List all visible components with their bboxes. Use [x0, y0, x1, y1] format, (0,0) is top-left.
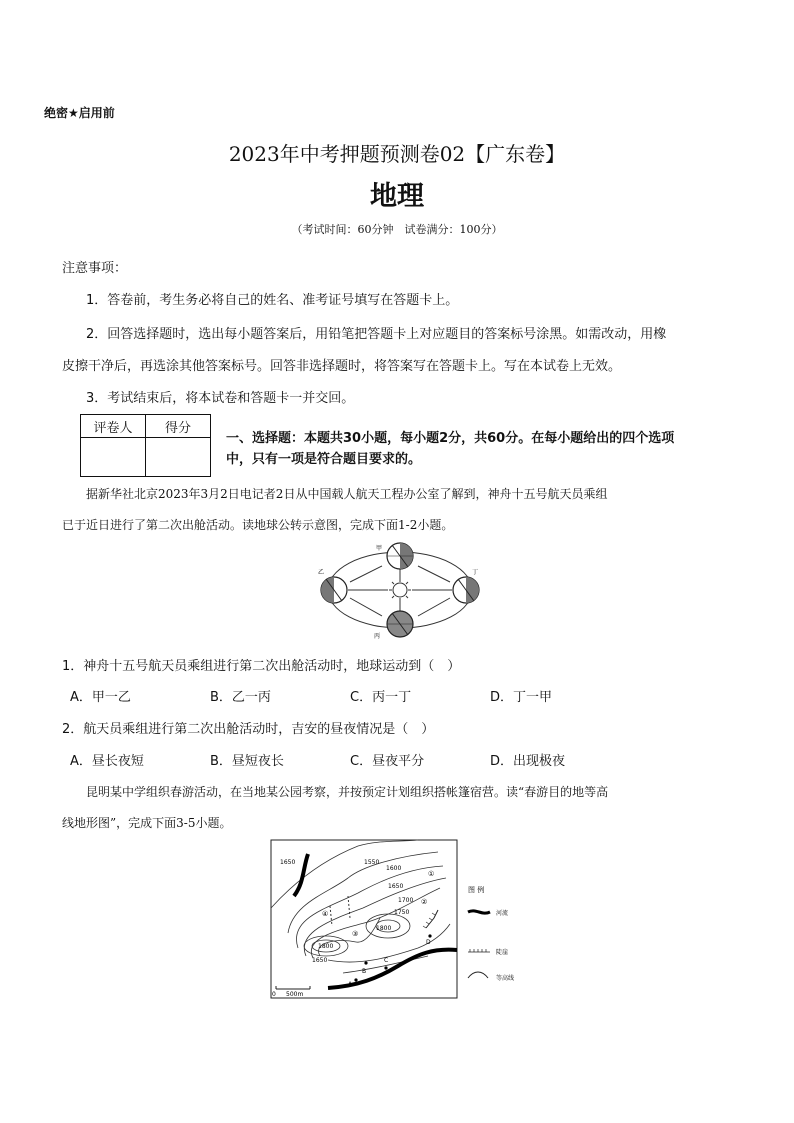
score-table-score-cell	[146, 438, 211, 477]
contour-label-4: 1650	[388, 883, 404, 890]
question-1-option-a[interactable]: A．甲一乙	[70, 690, 131, 705]
point-b-marker	[364, 961, 367, 964]
earth-right-icon	[453, 577, 479, 603]
point-a-label: A	[348, 981, 353, 988]
contour-label-7: 1800	[318, 943, 334, 950]
exam-title: 2023年中考押题预测卷02【广东卷】	[228, 142, 566, 166]
passage2-line2: 线地形图”，完成下面3-5小题。	[62, 816, 232, 830]
orbit-label-right: 丁	[472, 569, 479, 576]
contour-label-5: 1700	[398, 897, 414, 904]
contour-label-9: 1650	[312, 957, 328, 964]
section1-heading-line2: 中，只有一项是符合题目要求的。	[226, 452, 422, 467]
point-d-label: D	[426, 939, 431, 946]
notes-heading: 注意事项：	[62, 261, 128, 276]
circle-label-1: ①	[428, 870, 435, 878]
scale-zero-label: 0	[272, 991, 276, 998]
contour-label-8: 1800	[376, 925, 392, 932]
legend-river-symbol	[468, 911, 490, 913]
contour-map	[268, 838, 528, 1003]
earth-bottom-icon	[387, 611, 413, 637]
point-c-label: C	[384, 957, 389, 964]
earth-left-icon	[321, 577, 347, 603]
passage1-line1: 据新华社北京2023年3月2日电记者2日从中国载人航天工程办公室了解到，神舟十五号航天员乘组	[86, 487, 608, 501]
question-1-stem: 1．神舟十五号航天员乘组进行第二次出舱活动时，地球运动到（ ）	[62, 659, 461, 674]
passage1-line2: 已于近日进行了第二次出舱活动。读地球公转示意图，完成下面1-2小题。	[62, 518, 454, 532]
legend-cliff-label: 陡崖	[496, 949, 509, 956]
legend-title: 图 例	[468, 886, 485, 894]
note-item-2-line1: 2．回答选择题时，选出每小题答案后，用铅笔把答题卡上对应题目的答案标号涂黑。如需改动，用橡	[86, 327, 667, 342]
question-2-option-a[interactable]: A．昼长夜短	[70, 754, 144, 769]
score-table-grader-cell	[81, 438, 146, 477]
legend-river-label: 河流	[496, 910, 509, 917]
question-2-option-d[interactable]: D．出现极夜	[490, 754, 566, 769]
contour-label-2: 1550	[364, 859, 380, 866]
contour-label-3: 1600	[386, 865, 402, 872]
point-d-marker	[428, 934, 431, 937]
score-table-grader-header: 评卷人	[81, 415, 146, 438]
legend-contour-label: 等高线	[496, 975, 515, 982]
score-table-score-header: 得分	[146, 415, 211, 438]
point-c-marker	[384, 966, 387, 969]
point-a-marker	[354, 978, 357, 981]
point-b-label: B	[362, 968, 367, 975]
passage2-line1: 昆明某中学组织春游活动，在当地某公园考察，并按预定计划组织搭帐篷宿营。读“春游目的地等高	[86, 785, 609, 799]
exam-info: （考试时间：60分钟 试卷满分：100分）	[291, 223, 503, 236]
orbit-label-bottom: 丙	[374, 633, 381, 640]
legend-cliff-symbol	[468, 949, 490, 952]
orbit-label-left: 乙	[318, 569, 325, 576]
contour-label-1: 1650	[280, 859, 296, 866]
circle-label-3: ③	[352, 930, 359, 938]
note-item-2-line2: 皮擦干净后，再选涂其他答案标号。回答非选择题时，将答案写在答题卡上。写在本试卷上无效。	[62, 359, 622, 374]
note-item-3: 3．考试结束后，将本试卷和答题卡一并交回。	[86, 391, 355, 406]
legend-contour-symbol	[468, 972, 488, 978]
earth-orbit-figure	[310, 540, 490, 640]
question-1-option-b[interactable]: B．乙一丙	[210, 690, 271, 705]
question-2-option-c[interactable]: C．昼夜平分	[350, 754, 425, 769]
subject-title: 地理	[370, 181, 424, 212]
circle-label-2: ②	[421, 898, 428, 906]
contour-label-6: 1750	[394, 909, 410, 916]
confidential-label: 绝密★启用前	[44, 106, 115, 120]
scale-distance-label: 500m	[286, 991, 304, 998]
score-table	[80, 414, 211, 477]
section1-heading-line1: 一、选择题：本题共30小题，每小题2分，共60分。在每小题给出的四个选项	[226, 431, 675, 446]
earth-top-icon	[387, 543, 413, 569]
question-2-option-b[interactable]: B．昼短夜长	[210, 754, 284, 769]
question-1-option-c[interactable]: C．丙一丁	[350, 690, 412, 705]
orbit-label-top: 甲	[376, 545, 383, 552]
note-item-1: 1．答卷前，考生务必将自己的姓名、准考证号填写在答题卡上。	[86, 293, 459, 308]
question-1-option-d[interactable]: D．丁一甲	[490, 690, 553, 705]
question-2-stem: 2．航天员乘组进行第二次出舱活动时，吉安的昼夜情况是（ ）	[62, 722, 435, 737]
sun-icon	[389, 579, 411, 601]
circle-label-4: ④	[322, 910, 329, 918]
